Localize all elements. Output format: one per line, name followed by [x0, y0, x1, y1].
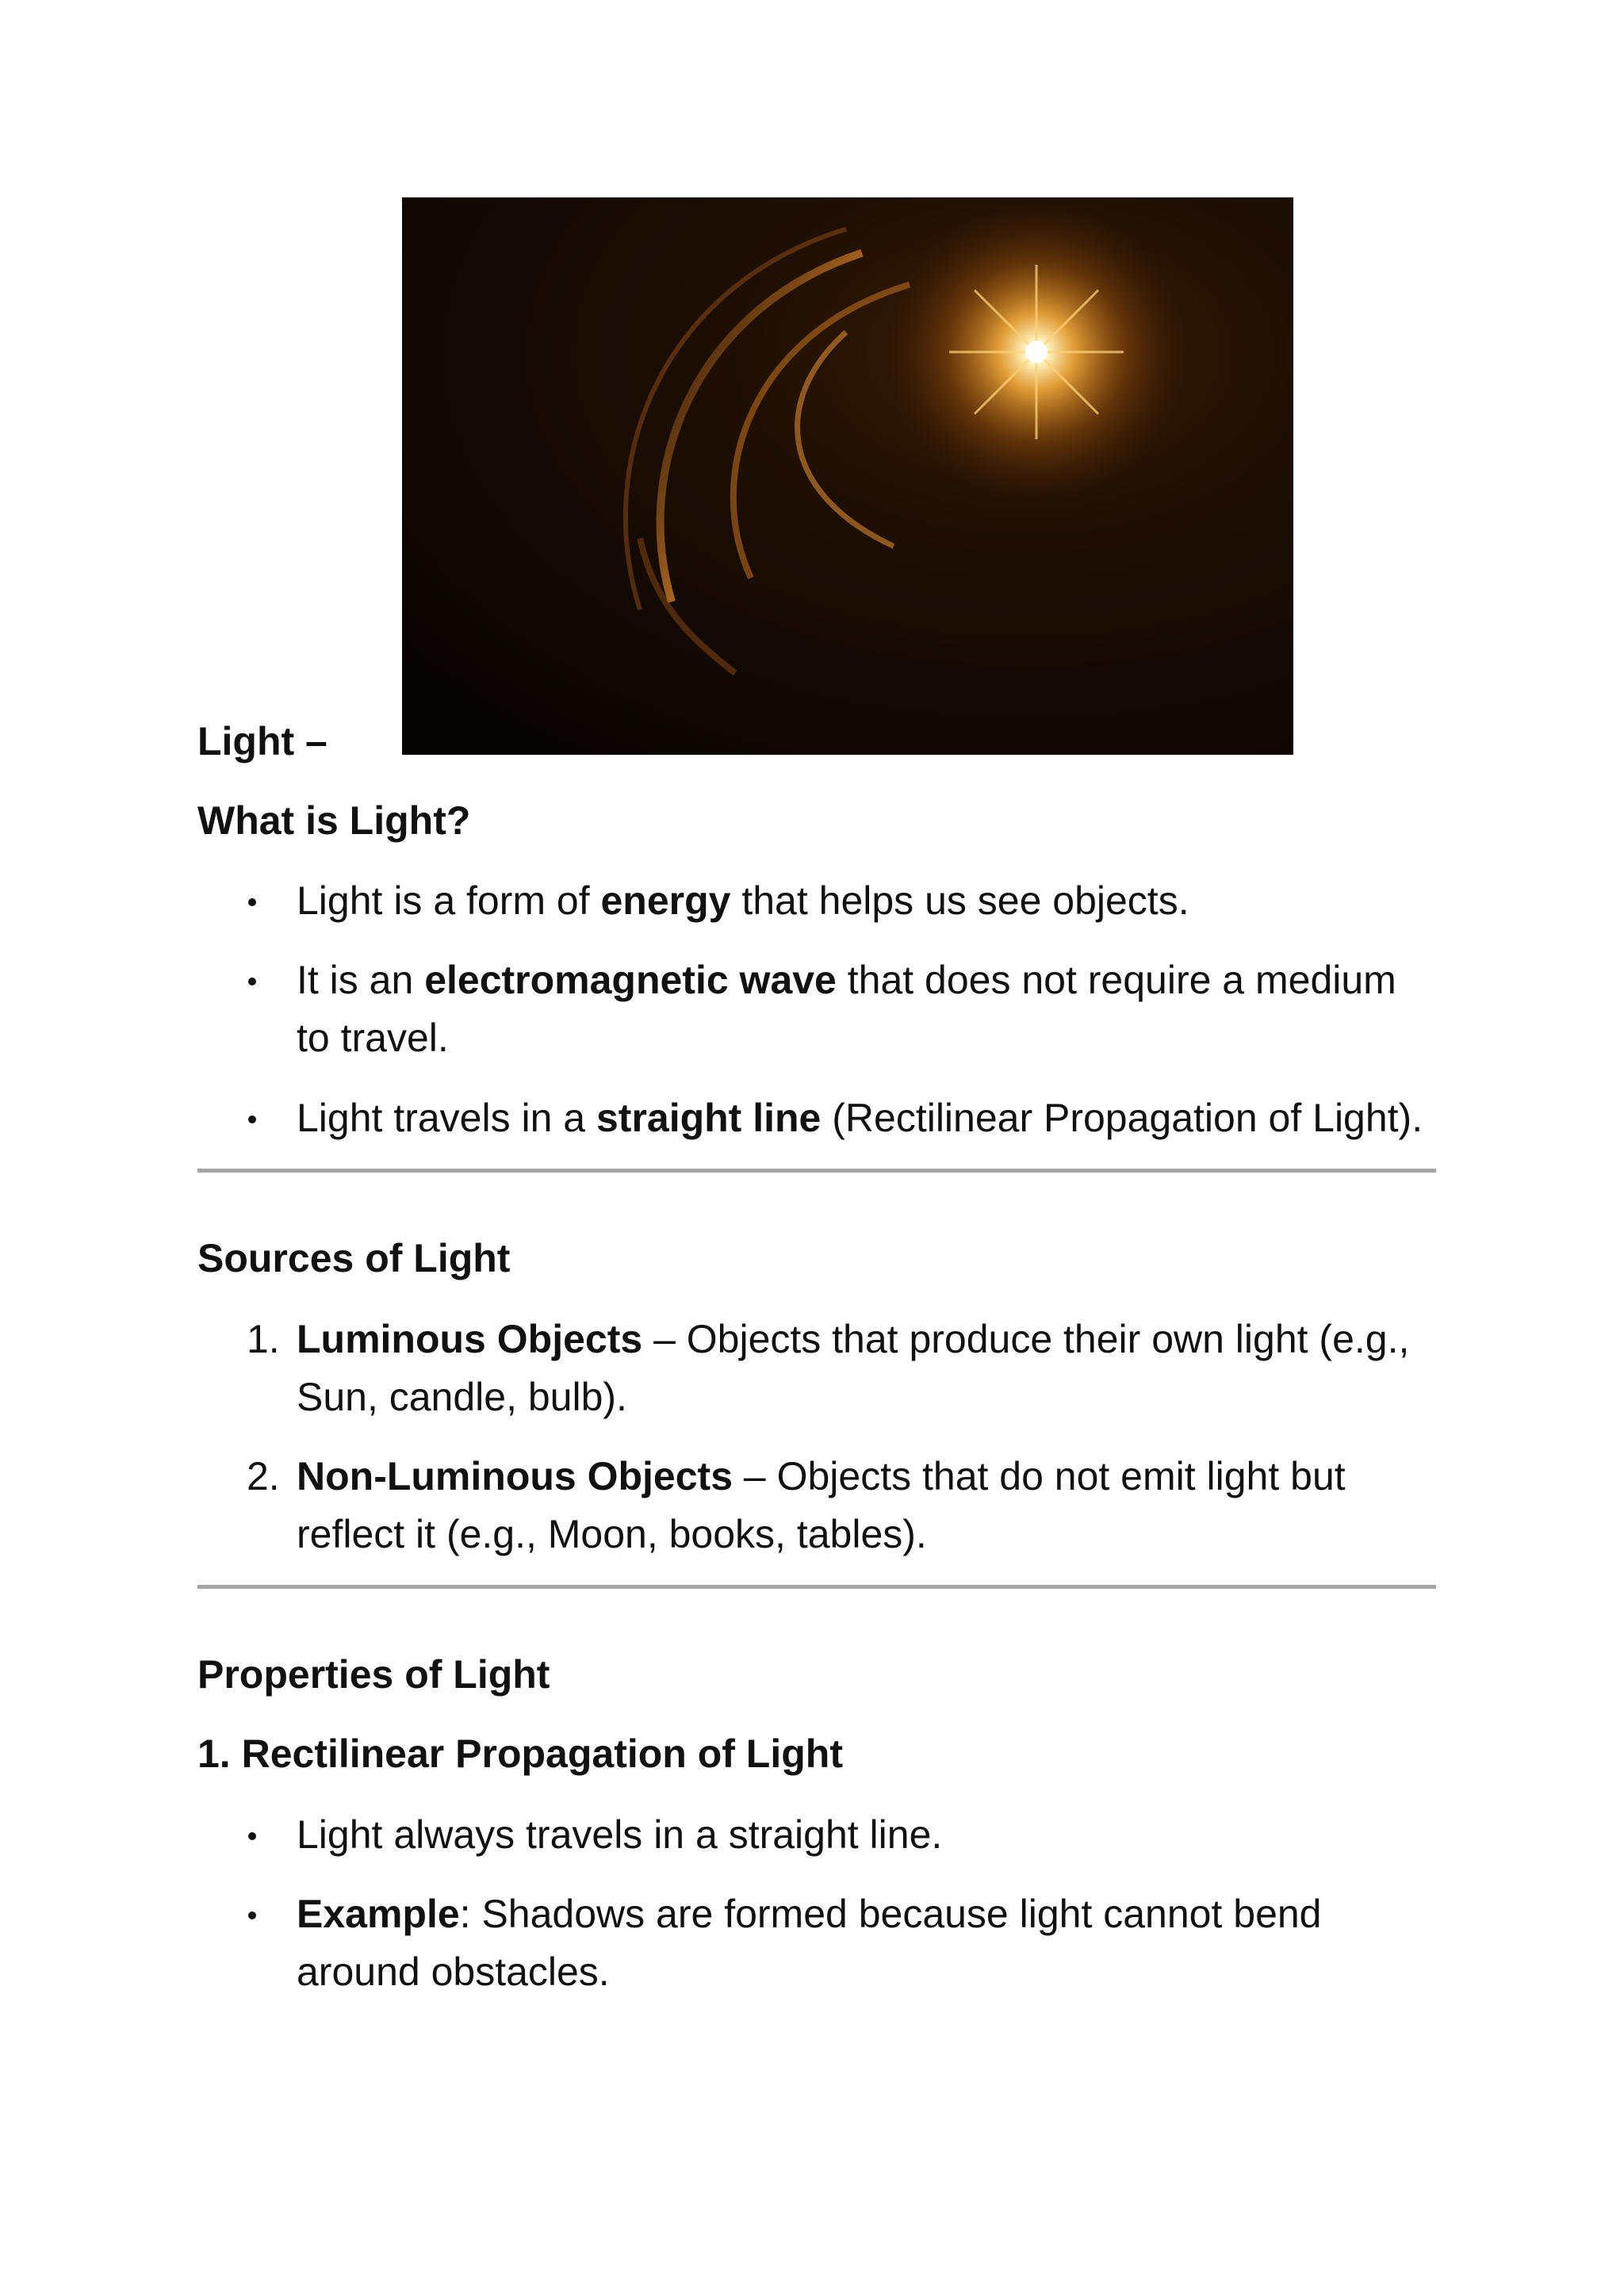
section-heading: Sources of Light — [197, 1236, 511, 1280]
item-text: (Rectilinear Propagation of Light). — [821, 1096, 1423, 1140]
item-text: that does not require a medium — [836, 958, 1396, 1002]
section-heading: Properties of Light — [197, 1652, 550, 1697]
item-bold-text: Example — [297, 1892, 460, 1936]
what-bullet-list — [197, 872, 1434, 930]
what-bullet-list-3 — [197, 1089, 1434, 1147]
bullet-icon — [248, 1911, 256, 1919]
item-text: – Objects that produce their own light (e.g., — [642, 1317, 1410, 1361]
item-text: that helps us see objects. — [730, 878, 1189, 923]
properties-bullet-list — [197, 1806, 1434, 1864]
item-bold-text: electromagnetic wave — [424, 958, 837, 1002]
list-item — [197, 1885, 1434, 2001]
page-title: Light – — [197, 719, 327, 763]
subsection-heading: 1. Rectilinear Propagation of Light — [197, 1732, 843, 1776]
sources-numbered-list — [197, 1311, 1434, 1426]
list-item — [197, 872, 1434, 930]
properties-bullet-list-2 — [197, 1885, 1434, 2001]
section-properties-of-light — [197, 1647, 1434, 1702]
section-divider — [197, 1585, 1436, 1589]
section-divider — [197, 1169, 1436, 1173]
item-text: – Objects that do not emit light but — [733, 1454, 1346, 1498]
subsection-rectilinear — [197, 1726, 1434, 1781]
item-text: : Shadows are formed because light cannot bend — [459, 1892, 1322, 1936]
item-bold-text: Non-Luminous Objects — [297, 1454, 733, 1498]
item-text: Light travels in a — [297, 1096, 596, 1140]
item-text: Sun, candle, bulb). — [297, 1375, 627, 1419]
light-flare-image — [402, 197, 1293, 755]
bullet-icon — [248, 898, 256, 906]
section-heading: What is Light? — [197, 798, 471, 843]
item-bold-text: energy — [600, 878, 731, 923]
item-bold-text: straight line — [596, 1096, 822, 1140]
item-text: Light always travels in a straight line. — [297, 1812, 943, 1857]
sources-numbered-list-2 — [197, 1448, 1434, 1563]
section-what-is-light — [197, 793, 1434, 848]
bullet-icon — [248, 1832, 256, 1840]
bullet-icon — [248, 978, 256, 985]
item-text: to travel. — [297, 1016, 449, 1060]
list-item — [197, 1089, 1434, 1147]
item-text: around obstacles. — [297, 1950, 610, 1994]
list-item — [197, 1806, 1434, 1864]
section-sources-of-light — [197, 1230, 1434, 1286]
item-text: It is an — [297, 958, 425, 1002]
item-bold-text: Luminous Objects — [297, 1317, 643, 1361]
bullet-icon — [248, 1115, 256, 1123]
item-number: 2. — [247, 1454, 280, 1498]
list-item — [197, 1448, 1434, 1563]
item-number: 1. — [247, 1317, 280, 1361]
light-flare-graphic — [402, 197, 1293, 755]
item-text: reflect it (e.g., Moon, books, tables). — [297, 1512, 927, 1556]
item-text: Light is a form of — [297, 878, 601, 923]
what-bullet-list-2 — [197, 951, 1434, 1067]
list-item — [197, 951, 1434, 1067]
list-item — [197, 1311, 1434, 1426]
